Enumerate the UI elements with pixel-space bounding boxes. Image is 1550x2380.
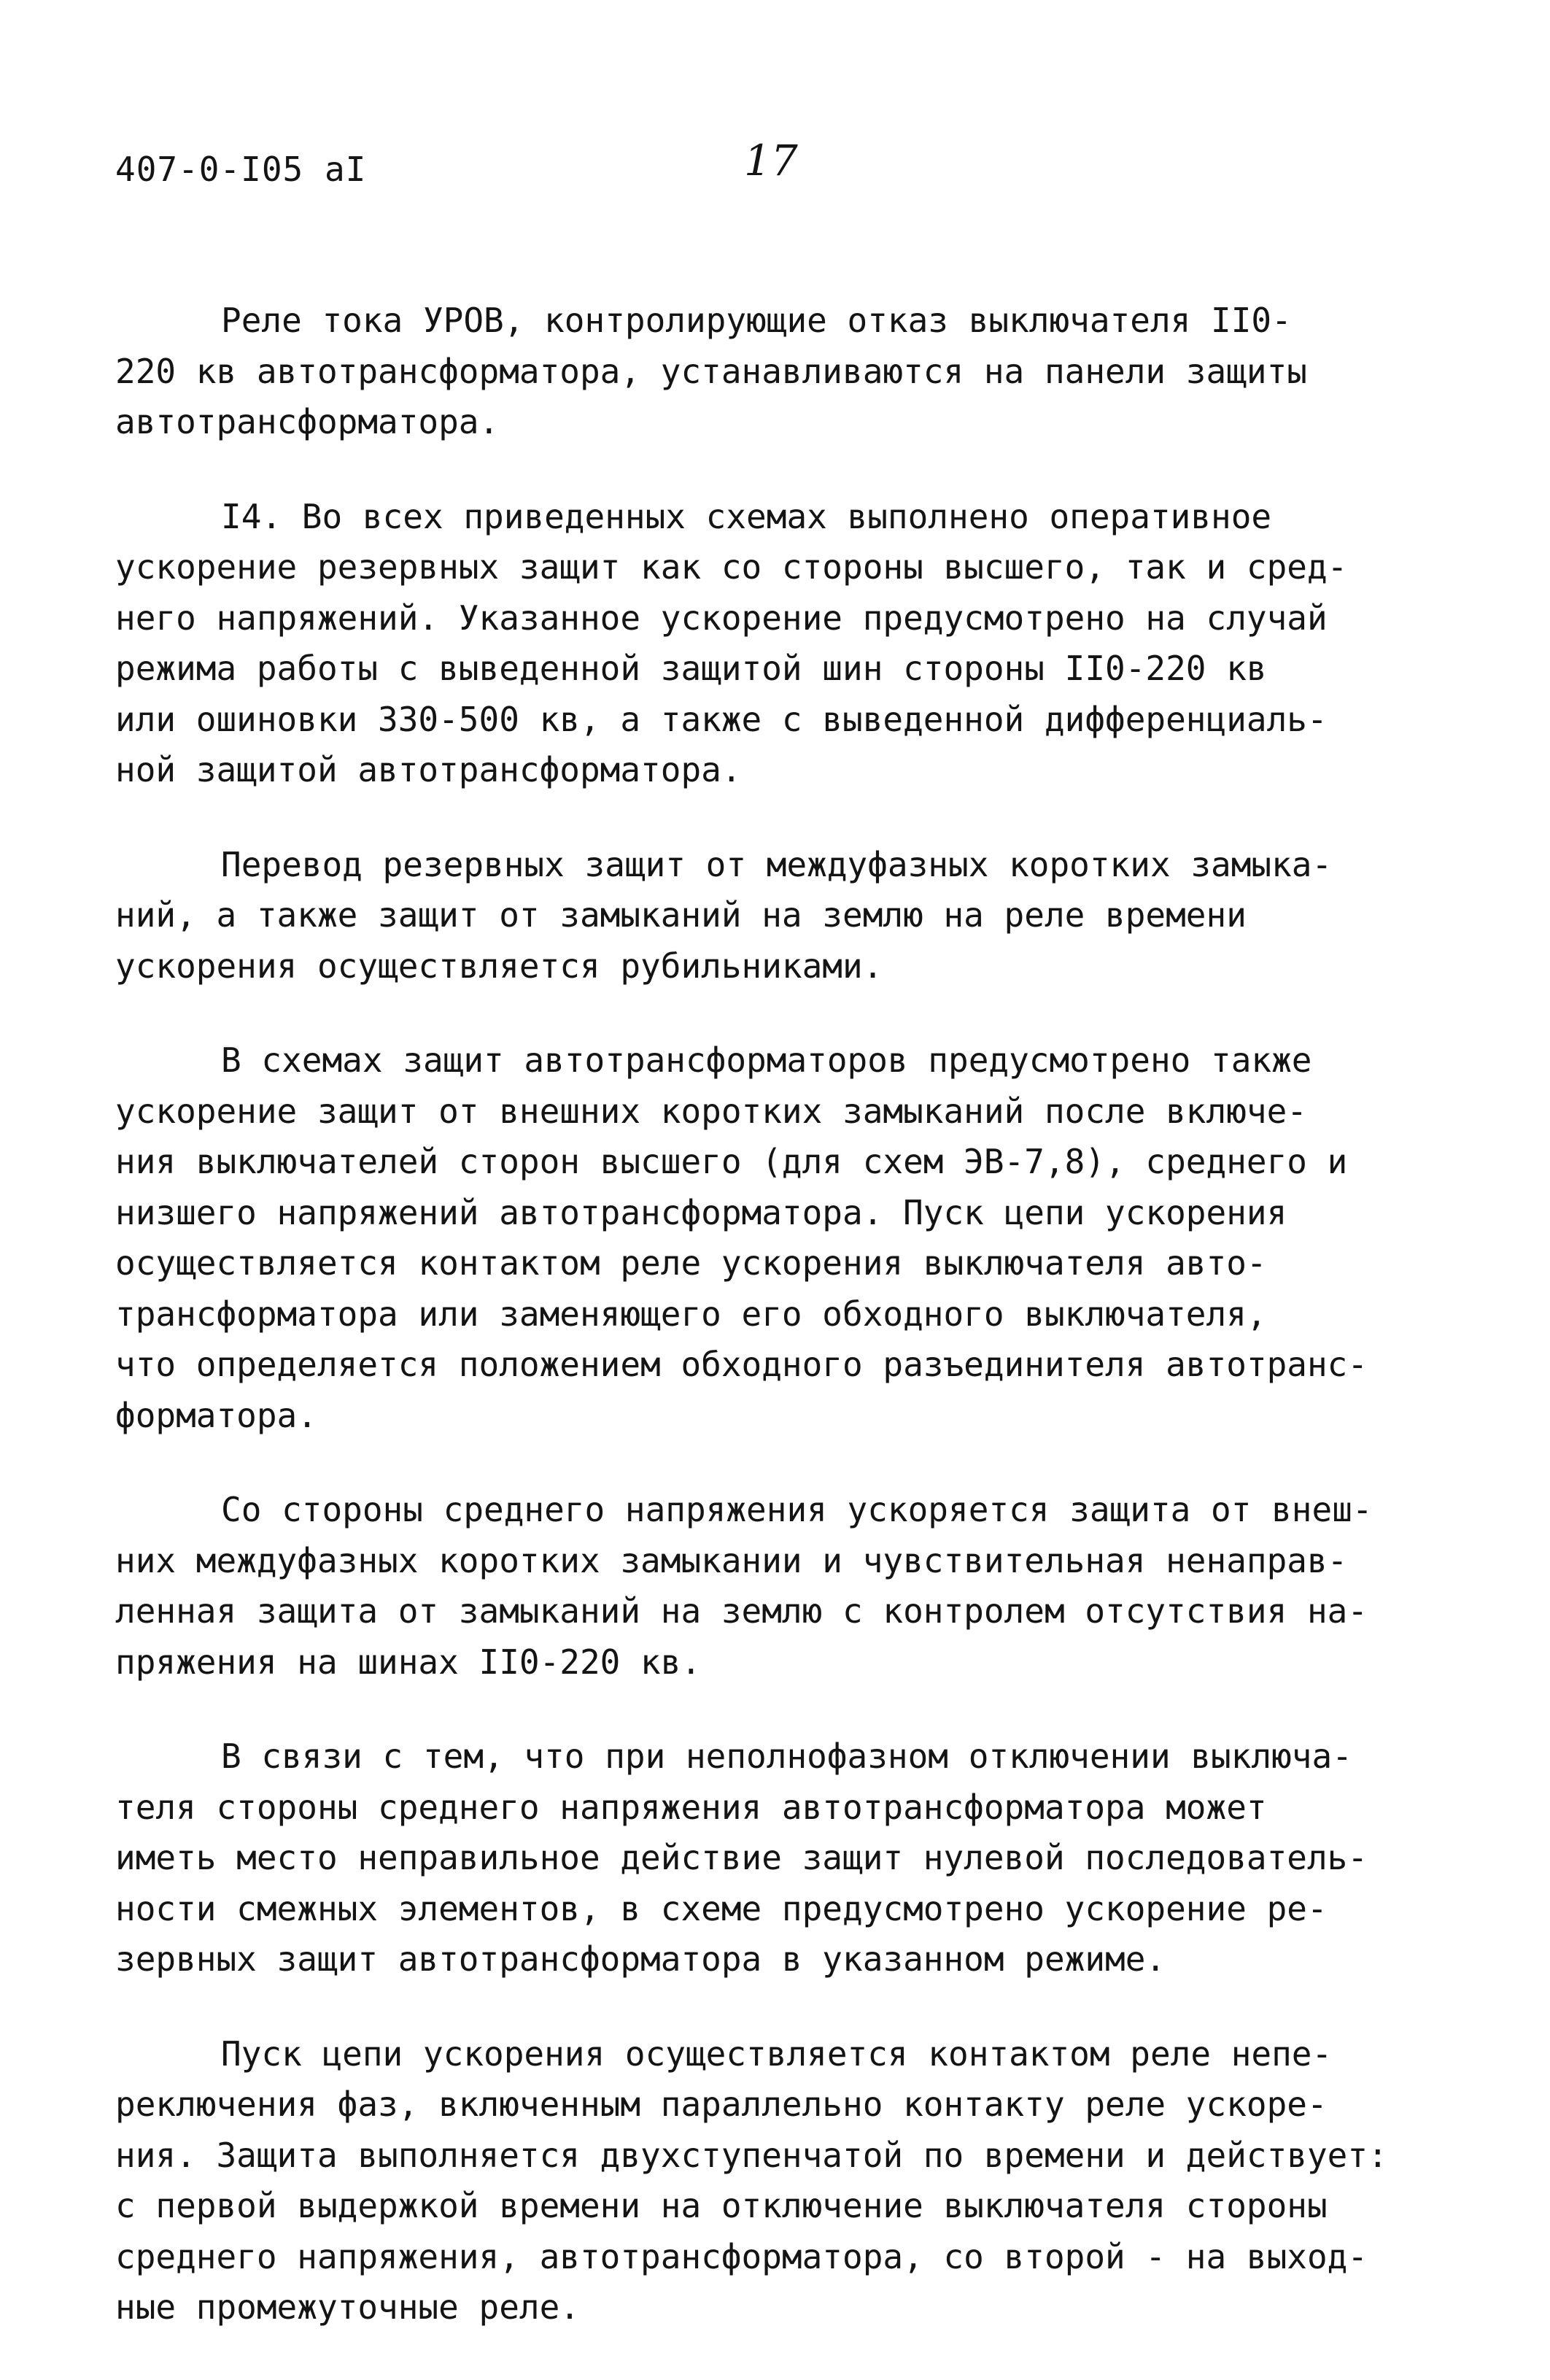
text-line: Пуск цепи ускорения осуществляется контактом реле непе- — [221, 2033, 1333, 2074]
text-line: зервных защит автотрансформатора в указанном режиме. — [115, 1939, 1166, 1979]
text-line: ной защитой автотрансформатора. — [115, 750, 742, 789]
text-line: осуществляется контактом реле ускорения выключателя авто- — [115, 1243, 1267, 1283]
text-line: них междуфазных коротких замыкании и чувствительная ненаправ- — [115, 1540, 1348, 1580]
text-line: Со стороны среднего напряжения ускоряется защита от внеш- — [221, 1490, 1373, 1529]
text-line: или ошиновки 330-500 кв, а также с выведенной дифференциаль- — [115, 699, 1328, 739]
text-line: I4. Во всех приведенных схемах выполнено оперативное — [221, 496, 1272, 536]
text-line: ные промежуточные реле. — [115, 2287, 580, 2327]
paragraph — [115, 295, 1457, 448]
text-line: иметь место неправильное действие защит нулевой последователь- — [115, 1838, 1368, 1877]
text-line: низшего напряжений автотрансформатора. Пуск цепи ускорения — [115, 1192, 1287, 1232]
text-line: 220 кв автотрансформатора, устанавливаются на панели защиты — [115, 351, 1307, 391]
text-line: режима работы с выведенной защитой шин стороны II0-220 кв — [115, 649, 1267, 688]
text-line: среднего напряжения, автотрансформатора, со второй - на выход- — [115, 2236, 1368, 2276]
paragraph — [115, 1485, 1457, 1688]
text-line: что определяется положением обходного разъединителя автотранс- — [115, 1345, 1368, 1384]
text-line: Реле тока УРОВ, контролирующие отказ выключателя II0- — [221, 301, 1292, 340]
text-line: него напряжений. Указанное ускорение предусмотрено на случай — [115, 598, 1328, 638]
paragraph — [115, 492, 1457, 796]
text-line: с первой выдержкой времени на отключение выключателя стороны — [115, 2186, 1328, 2225]
text-line: ний, а также защит от замыканий на землю на реле времени — [115, 895, 1247, 935]
text-line: ускорение защит от внешних коротких замыканий после включе- — [115, 1091, 1307, 1131]
text-line: автотрансформатора. — [115, 402, 500, 441]
text-line: теля стороны среднего напряжения автотрансформатора может — [115, 1787, 1267, 1827]
text-line: ности смежных элементов, в схеме предусмотрено ускорение ре- — [115, 1888, 1328, 1928]
text-line: ния выключателей сторон высшего (для схем ЭВ-7,8), среднего и — [115, 1142, 1348, 1181]
text-line: форматора. — [115, 1395, 317, 1435]
text-line: ния. Защита выполняется двухступенчатой по времени и действует: — [115, 2135, 1388, 2175]
paragraph — [115, 1731, 1457, 1985]
text-line: ускорение резервных защит как со стороны высшего, так и сред- — [115, 547, 1348, 587]
text-line: ускорения осуществляется рубильниками. — [115, 946, 883, 986]
text-line: трансформатора или заменяющего его обходного выключателя, — [115, 1294, 1267, 1334]
text-line: Перевод резервных защит от междуфазных коротких замыка- — [221, 844, 1333, 884]
text-line: В связи с тем, что при неполнофазном отключении выключа- — [221, 1736, 1352, 1776]
document-body — [115, 295, 1457, 2380]
text-line: реключения фаз, включенным параллельно контакту реле ускоре- — [115, 2085, 1328, 2124]
text-line: ленная защита от замыканий на землю с контролем отсутствия на- — [115, 1591, 1368, 1631]
text-line: В схемах защит автотрансформаторов предусмотрено также — [221, 1040, 1312, 1080]
paragraph — [115, 2029, 1457, 2333]
text-line: пряжения на шинах II0-220 кв. — [115, 1642, 702, 1682]
paragraph — [115, 840, 1457, 992]
paragraph — [115, 1035, 1457, 1441]
page-number: 17 — [744, 136, 798, 185]
document-code: 407-0-I05 aI — [115, 150, 367, 189]
